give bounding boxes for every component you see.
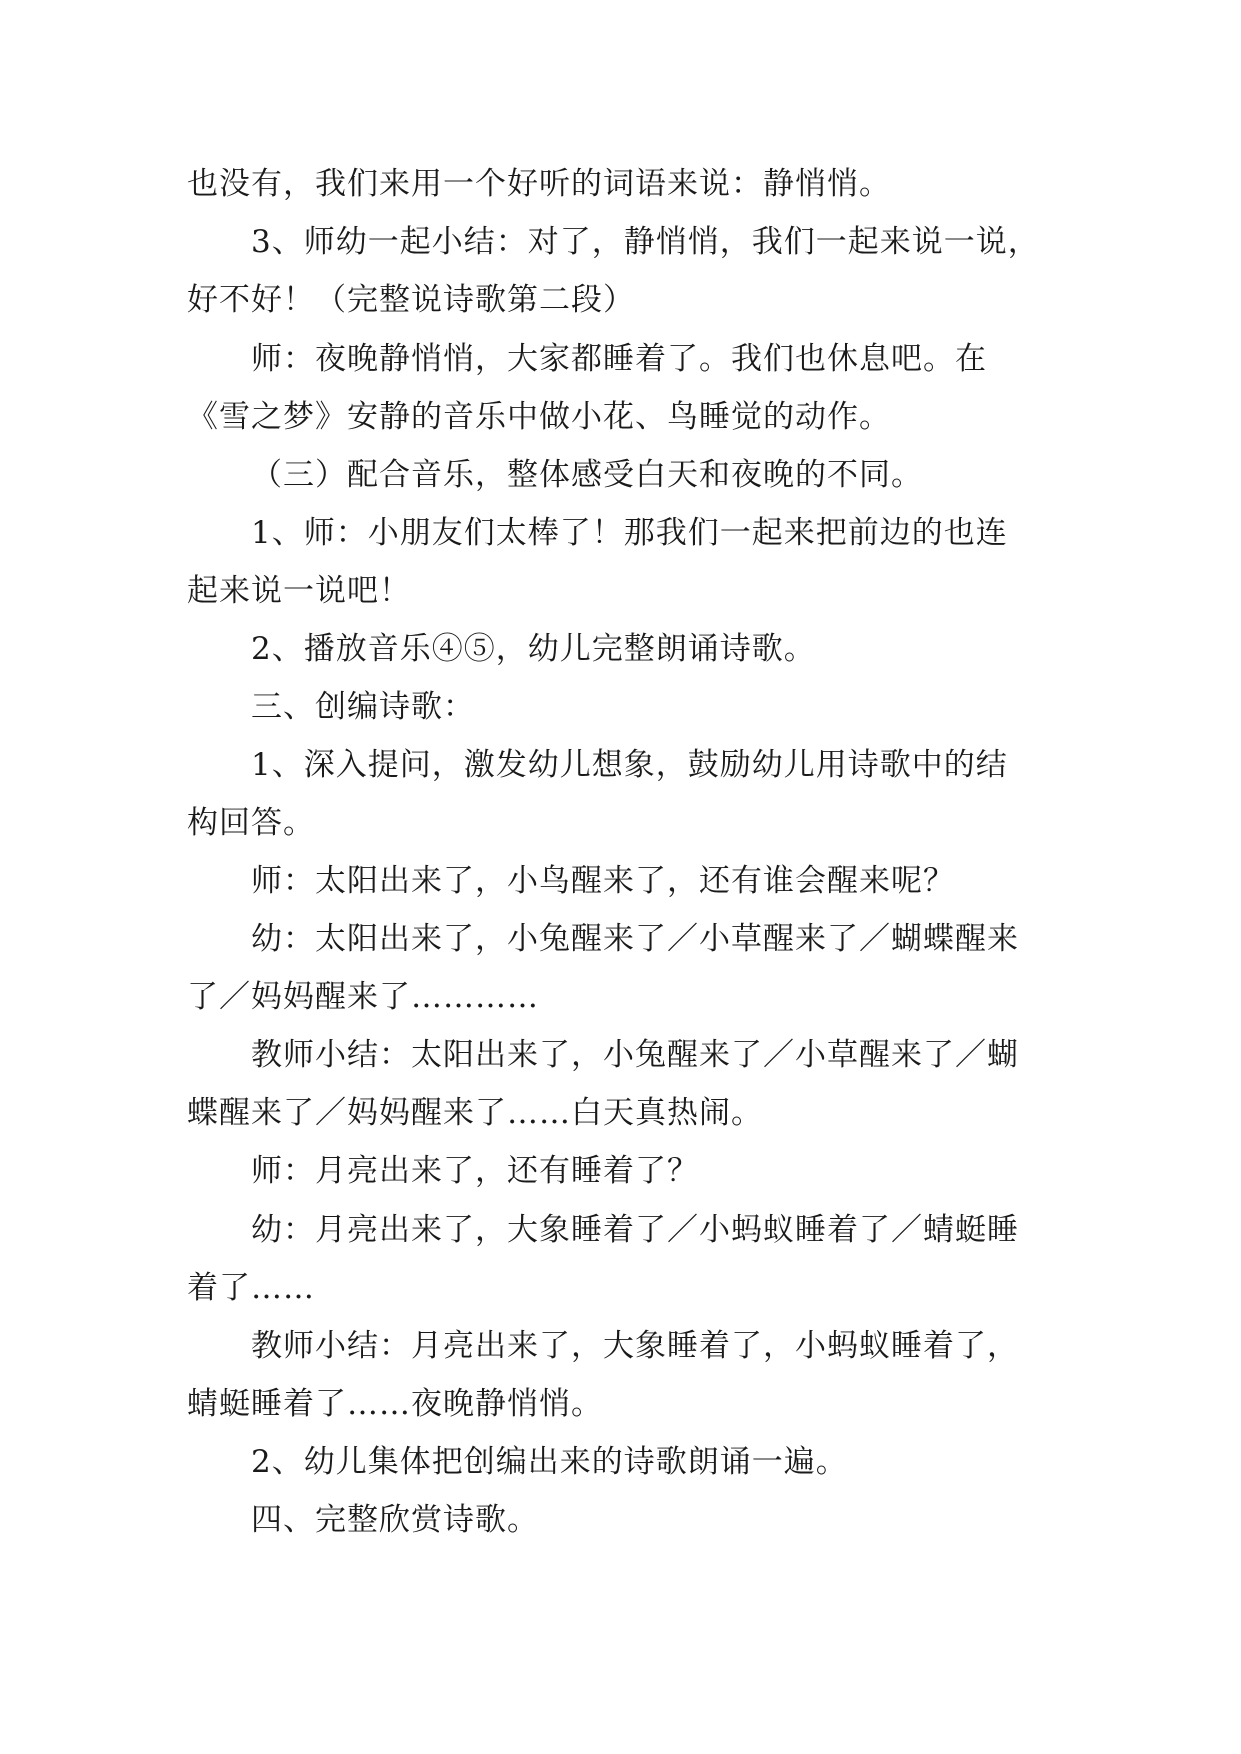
- text-line: 师：夜晚静悄悄，大家都睡着了。我们也休息吧。在: [251, 341, 987, 377]
- text-line: 《雪之梦》安静的音乐中做小花、鸟睡觉的动作。: [187, 399, 891, 435]
- text-line: 1、师：小朋友们太棒了！那我们一起来把前边的也连: [251, 515, 1008, 551]
- text-line: 师：月亮出来了，还有睡着了？: [251, 1153, 699, 1189]
- text-line: 起来说一说吧！: [187, 573, 411, 609]
- text-line: 好不好！（完整说诗歌第二段）: [187, 282, 635, 318]
- text-line: 2、播放音乐④⑤，幼儿完整朗诵诗歌。: [251, 631, 816, 667]
- section-heading: 四、完整欣赏诗歌。: [251, 1502, 539, 1538]
- text-line: 1、深入提问，激发幼儿想象，鼓励幼儿用诗歌中的结: [251, 747, 1008, 783]
- text-line: 了／妈妈醒来了…………: [187, 979, 539, 1015]
- text-line: 3、师幼一起小结：对了，静悄悄，我们一起来说一说，: [251, 224, 1040, 260]
- text-line: 蜻蜓睡着了……夜晚静悄悄。: [187, 1386, 603, 1422]
- text-line: 2、幼儿集体把创编出来的诗歌朗诵一遍。: [251, 1444, 848, 1480]
- text-line: 教师小结：月亮出来了，大象睡着了，小蚂蚁睡着了，: [251, 1328, 1019, 1364]
- text-line: 构回答。: [187, 805, 315, 841]
- section-heading: （三）配合音乐，整体感受白天和夜晚的不同。: [251, 457, 923, 493]
- text-line: 教师小结：太阳出来了，小兔醒来了／小草醒来了／蝴: [251, 1037, 1019, 1073]
- text-line: 着了……: [187, 1270, 315, 1306]
- text-line: 师：太阳出来了，小鸟醒来了，还有谁会醒来呢？: [251, 863, 955, 899]
- section-heading: 三、创编诗歌：: [251, 689, 475, 725]
- text-line: 幼：月亮出来了，大象睡着了／小蚂蚁睡着了／蜻蜓睡: [251, 1212, 1019, 1248]
- text-line: 蝶醒来了／妈妈醒来了……白天真热闹。: [187, 1095, 763, 1131]
- text-line: 也没有，我们来用一个好听的词语来说：静悄悄。: [187, 166, 891, 202]
- text-line: 幼：太阳出来了，小兔醒来了／小草醒来了／蝴蝶醒来: [251, 921, 1019, 957]
